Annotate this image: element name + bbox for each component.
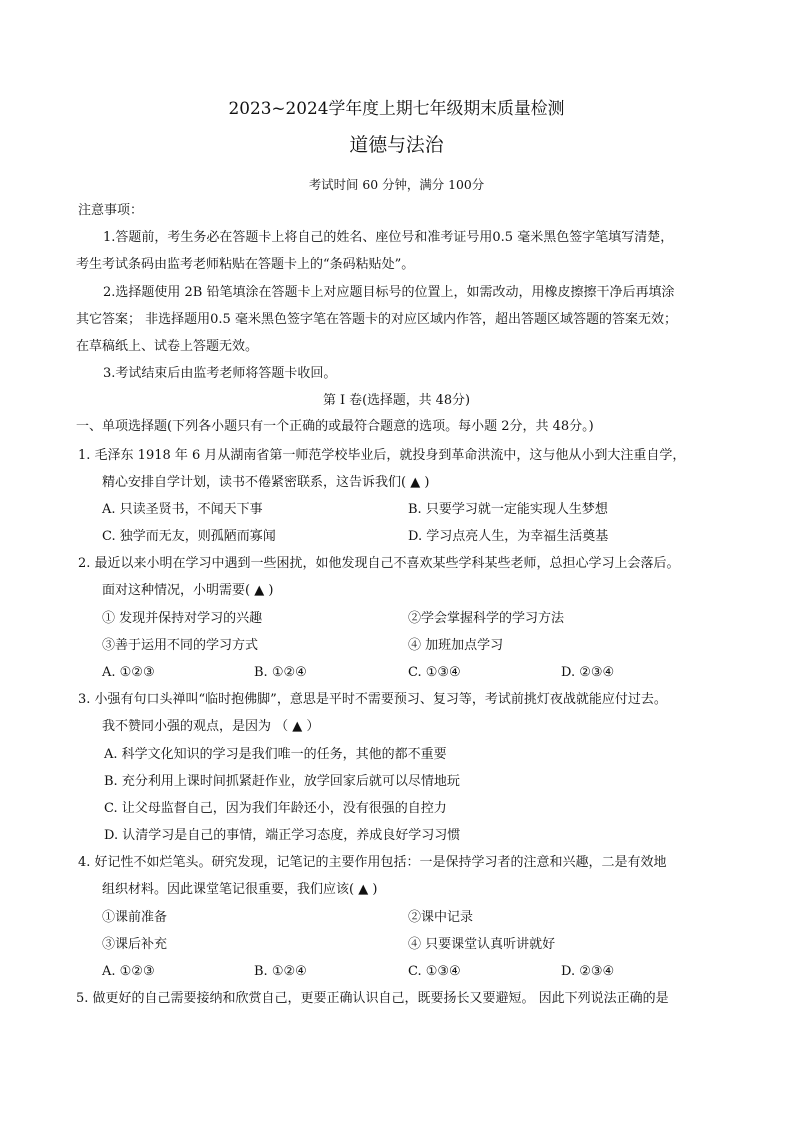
question-2-option-c: C. ①③④ bbox=[408, 665, 461, 680]
exam-info: 考试时间 60 分钟，满分 100分 bbox=[308, 177, 485, 192]
question-4-option-b: B. ①②④ bbox=[254, 964, 307, 979]
question-5-stem: 5. 做更好的自己需要接纳和欣赏自己，更要正确认识自己，既要扬长又要避短。 因此下列说法正确的是 bbox=[76, 991, 669, 1006]
notice-line: 其它答案； 非选择题用0.5 毫米黑色签字笔在答题卡的对应区域内作答，超出答题区域答题的答案无效； bbox=[76, 312, 677, 327]
question-1-option-a: A. 只读圣贤书，不闻天下事 bbox=[102, 502, 263, 517]
question-1-option-b: B. 只要学习就一定能实现人生梦想 bbox=[408, 502, 608, 517]
question-4-stem: 4. 好记性不如烂笔头。研究发现，记笔记的主要作用包括：一是保持学习者的注意和兴趣，二是有效地 bbox=[78, 855, 667, 870]
question-3-option-a: A. 科学文化知识的学习是我们唯一的任务，其他的都不重要 bbox=[104, 747, 447, 762]
subject-title: 道德与法治 bbox=[349, 134, 444, 156]
question-4-statement-2: ②课中记录 bbox=[408, 910, 474, 925]
notice-line: 考生考试条码由监考老师粘贴在答题卡上的“条码粘贴处”。 bbox=[76, 257, 415, 272]
question-3-option-b: B. 充分利用上课时间抓紧赶作业，放学回家后就可以尽情地玩 bbox=[104, 774, 460, 789]
question-2-option-b: B. ①②④ bbox=[254, 665, 307, 680]
section-title: 第 Ⅰ 卷(选择题，共 48分) bbox=[323, 393, 470, 408]
notice-heading: 注意事项： bbox=[78, 203, 144, 218]
question-2-stem: 2. 最近以来小明在学习中遇到一些困扰，如他发现自己不喜欢某些学科某些老师，总担心学习上会落后。 bbox=[78, 556, 680, 571]
notice-line: 1.答题前，考生务必在答题卡上将自己的姓名、座位号和准考证号用0.5 毫米黑色签字笔填写清楚， bbox=[103, 230, 674, 245]
question-3-stem: 3. 小强有句口头禅叫“临时抱佛脚”，意思是平时不需要预习、复习等，考试前挑灯夜战就能应付过去。 bbox=[78, 692, 667, 707]
question-2-statement-3: ③善于运用不同的学习方式 bbox=[102, 638, 259, 653]
question-2-statement-1: ① 发现并保持对学习的兴趣 bbox=[102, 611, 263, 626]
question-3-stem-cont: 我不赞同小强的观点，是因为 （ ▲ ） bbox=[102, 719, 320, 734]
question-4-statement-1: ①课前准备 bbox=[102, 910, 168, 925]
notice-line: 2.选择题使用 2B 铅笔填涂在答题卡上对应题目标号的位置上，如需改动，用橡皮擦擦干净后再填涂 bbox=[103, 285, 675, 300]
question-1-option-c: C. 独学而无友，则孤陋而寡闻 bbox=[102, 529, 276, 544]
question-2-option-d: D. ②③④ bbox=[561, 665, 615, 680]
question-1-stem-cont: 精心安排自学计划，读书不倦紧密联系，这告诉我们( ▲ ) bbox=[102, 475, 430, 490]
notice-line: 3.考试结束后由监考老师将答题卡收回。 bbox=[103, 366, 337, 381]
notice-line: 在草稿纸上、试卷上答题无效。 bbox=[76, 339, 259, 354]
question-4-statement-3: ③课后补充 bbox=[102, 937, 168, 952]
question-1-stem: 1. 毛泽东 1918 年 6 月从湖南省第一师范学校毕业后，就投身到革命洪流中，这与他从小到大注重自学， bbox=[78, 448, 686, 463]
question-2-statement-4: ④ 加班加点学习 bbox=[408, 638, 504, 653]
question-1-option-d: D. 学习点亮人生，为幸福生活奠基 bbox=[408, 529, 609, 544]
question-4-option-d: D. ②③④ bbox=[561, 964, 615, 979]
part-one-heading: 一、单项选择题(下列各小题只有一个正确的或最符合题意的选项。每小题 2分，共 48分。) bbox=[76, 419, 594, 434]
exam-title: 2023~2024学年度上期七年级期末质量检测 bbox=[228, 98, 565, 118]
question-2-option-a: A. ①②③ bbox=[102, 665, 155, 680]
question-3-option-d: D. 认清学习是自己的事情，端正学习态度，养成良好学习习惯 bbox=[104, 828, 461, 843]
question-4-option-c: C. ①③④ bbox=[408, 964, 461, 979]
question-4-statement-4: ④ 只要课堂认真听讲就好 bbox=[408, 937, 556, 952]
question-3-option-c: C. 让父母监督自己，因为我们年龄还小，没有很强的自控力 bbox=[104, 801, 447, 816]
question-2-statement-2: ②学会掌握科学的学习方法 bbox=[408, 611, 565, 626]
question-4-stem-cont: 组织材料。因此课堂笔记很重要，我们应该( ▲ ) bbox=[102, 882, 378, 897]
question-2-stem-cont: 面对这种情况，小明需要( ▲ ) bbox=[102, 583, 274, 598]
question-4-option-a: A. ①②③ bbox=[102, 964, 155, 979]
